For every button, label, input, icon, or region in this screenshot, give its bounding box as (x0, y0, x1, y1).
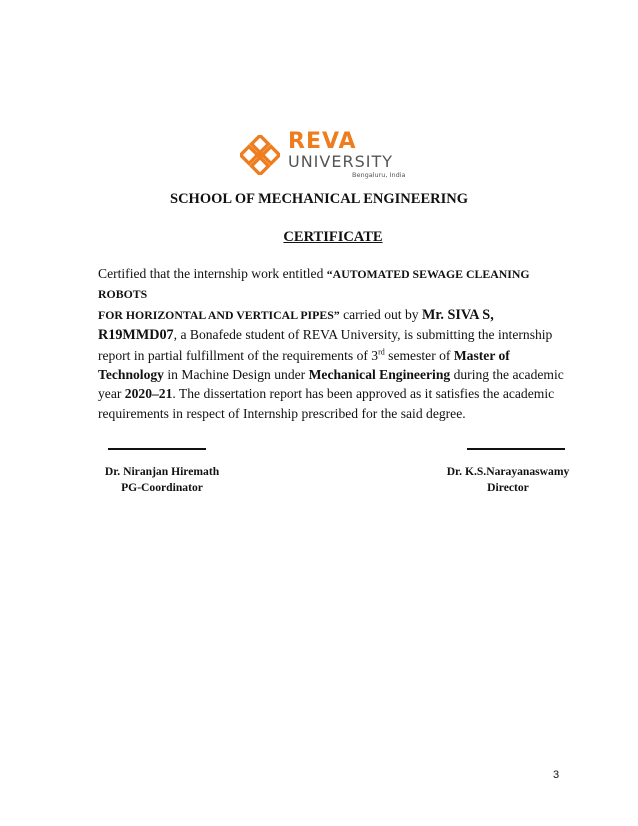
reva-emblem-icon (240, 135, 280, 175)
student-name: Mr. SIVA S, R19MMD07 (98, 306, 494, 344)
body-text-3: , a Bonafede student of REVA University, is submitting the internship report in partial fulfillment of the requirements of 3 (98, 327, 553, 363)
project-title-line-1: “AUTOMATED SEWAGE CLEANING ROBOTS (98, 267, 530, 302)
body-text-4: semester of (384, 347, 454, 363)
signature-block-director (428, 464, 588, 496)
ordinal-suffix: rd (378, 347, 385, 357)
body-text-5: in Machine Design under (163, 367, 309, 383)
coordinator-role: PG-Coordinator (121, 481, 203, 494)
signature-block-coordinator (82, 464, 242, 496)
page-number: 3 (553, 769, 560, 781)
signature-line-left (108, 448, 206, 450)
department-name: Mechanical Engineering (308, 367, 451, 383)
logo-university-text: UNIVERSITY (288, 152, 393, 171)
logo-location-text: Bengaluru, India (352, 171, 406, 179)
academic-year: 2020–21 (124, 386, 173, 402)
director-role: Director (487, 481, 529, 494)
body-text-2: carried out by (339, 306, 422, 322)
program-name: Master of Technology (98, 347, 510, 383)
signature-line-right (467, 448, 565, 450)
certificate-body (98, 264, 574, 423)
school-heading: SCHOOL OF MECHANICAL ENGINEERING (170, 191, 468, 207)
body-text-1: Certified that the internship work entitled (98, 266, 327, 281)
coordinator-name: Dr. Niranjan Hiremath (104, 465, 220, 478)
project-title-line-2: FOR HORIZONTAL AND VERTICAL PIPES” (98, 307, 340, 322)
logo-brand-text: REVA (288, 129, 357, 154)
certificate-title: CERTIFICATE (283, 229, 383, 245)
reva-university-logo (240, 129, 412, 179)
body-text-6: during the academic year (98, 367, 564, 402)
director-name: Dr. K.S.Narayanaswamy (446, 465, 570, 478)
certificate-paragraph (98, 264, 574, 423)
body-text-7: . The dissertation report has been approved as it satisfies the academic requirements in respect of Internship prescribed for the said degree. (98, 386, 555, 421)
